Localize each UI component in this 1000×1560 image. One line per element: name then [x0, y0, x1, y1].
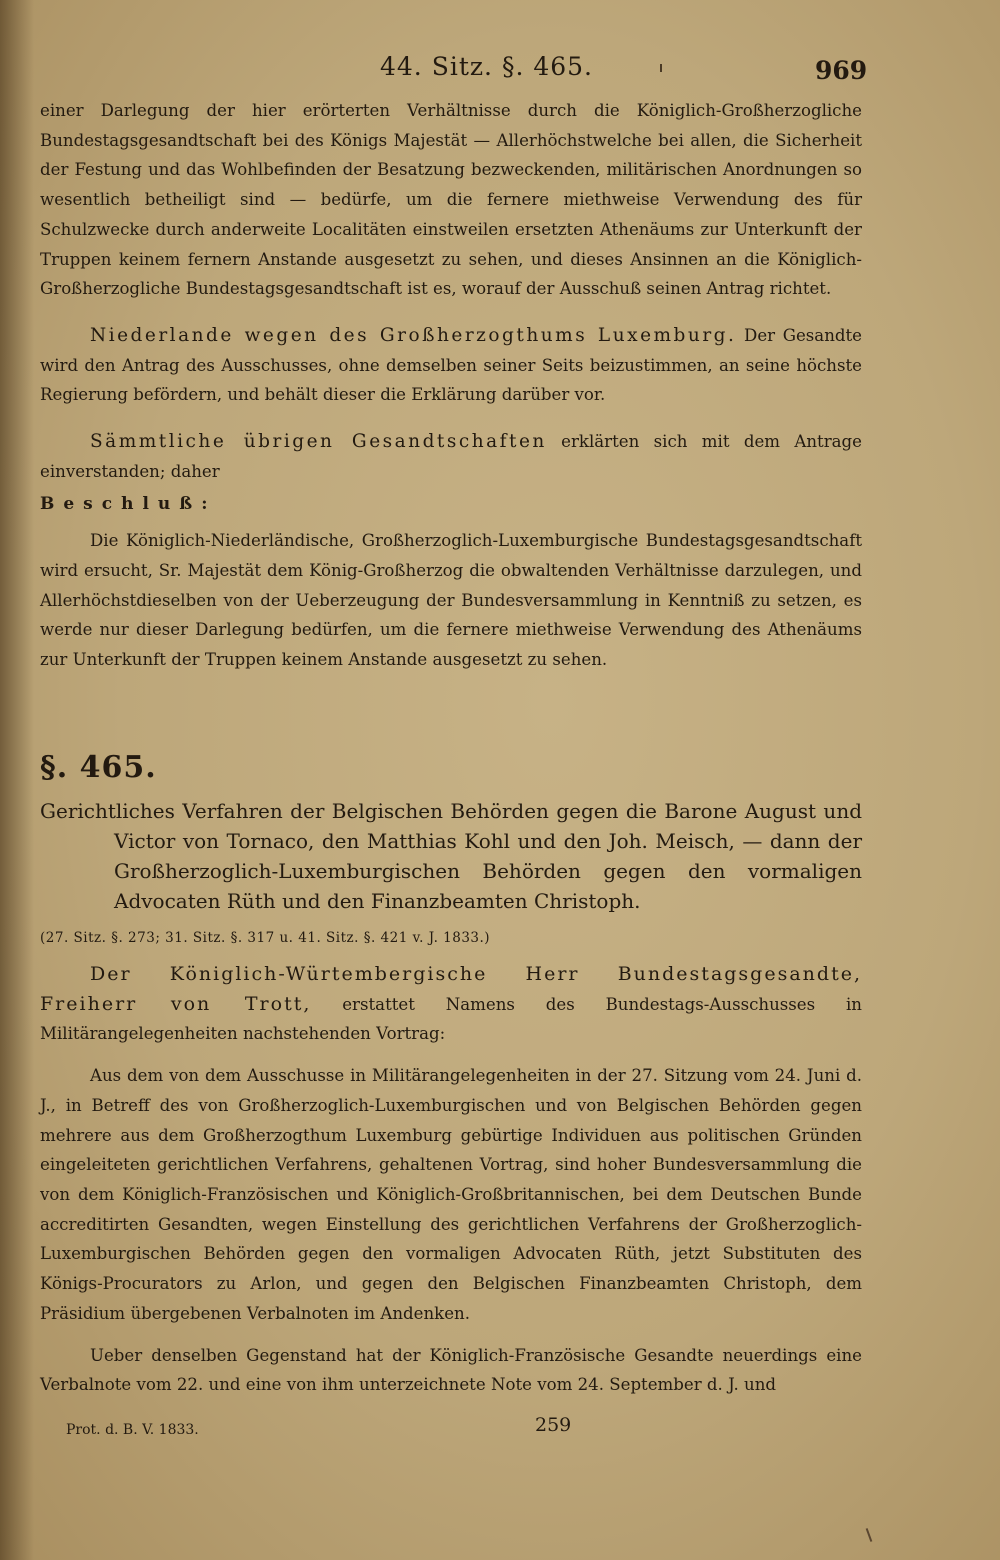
delegation-name: Sämmtliche übrigen Gesandtschaften	[90, 431, 547, 453]
paragraph-continuation: einer Darlegung der hier erörterten Verhältnisse durch die Königlich-Großherzogliche Bundestagsgesandtschaft bei des Königs Majestät — Allerhöchstwelche bei allen, die Sicherheit der Festung und das Wohlbefinden der Besatzung bezweckenden, militärischen Anordnungen so wesentlich betheiligt sind — bedürfe, um die fernere miethweise Verwendung des für Schulzwecke durch anderweite Localitäten einstweilen ersetzten Athenäums zur Unterkunft der Truppen keinem fernern Anstande ausgesetzt zu sehen, und dieses Ansinnen an die Königlich-Großherzogliche Bundestagsgesandtschaft ist es, worauf der Ausschuß seinen Antrag richtet.	[40, 101, 862, 299]
paragraph-report-continued: Ueber denselben Gegenstand hat der Königlich-Französische Gesandte neuerdings eine Verbalnote vom 22. und eine von ihm unterzeichnete Note vom 24. September d. J. und	[40, 1345, 862, 1395]
delegation-name: Niederlande wegen des Großherzogthums Luxemburg.	[90, 324, 737, 346]
paragraph-report: Aus dem von dem Ausschusse in Militärangelegenheiten in der 27. Sitzung vom 24. Juni d. J., in Betreff des von Großherzoglich-Luxemburgischen und von Belgischen Behörden gegen mehrere aus dem Großherzogthum Luxemburg gebürtige Individuen aus politischen Gründen eingeleiteten gerichtlichen Verfahrens, gehaltenen Vortrag, sind hoher Bundesversammlung die von dem Königlich-Französischen und Königlich-Großbritannischen, bei dem Deutschen Bunde accreditirten Gesandten, wegen Einstellung des gerichtlichen Verfahrens der Großherzoglich-Luxemburgischen Behörden gegen den vormaligen Advocaten Rüth, jetzt Substituten des Königs-Procurators zu Arlon, und gegen den Belgischen Finanzbeamten Christoph, dem Präsidium übergebenen Verbalnoten im Andenken.	[40, 1066, 862, 1323]
paragraph-speaker	[40, 960, 862, 1049]
resolution-text: Die Königlich-Niederländische, Großherzoglich-Luxemburgische Bundestagsgesandtschaft wird ersucht, Sr. Majestät dem König-Großherzog die obwaltenden Verhältnisse darzulegen, und Allerhöchstdieselben von der Ueberzeugung der Bundesversammlung in Kenntniß zu setzen, es werde nur dieser Darlegung bedürfen, um die fernere miethweise Verwendung des Athenäums zur Unterkunft der Truppen keinem Anstande ausgesetzt zu sehen.	[40, 531, 862, 669]
sheet-number: 259	[535, 1414, 572, 1436]
section-number: §. 465.	[40, 749, 157, 785]
page-footer	[0, 1414, 1000, 1444]
print-mark	[660, 64, 662, 72]
vote-text: erklärten sich mit dem Antrage einverstanden; daher	[40, 432, 862, 481]
footer-signature: Prot. d. B. V. 1833.	[66, 1422, 199, 1438]
section-title: Gerichtliches Verfahren der Belgischen Behörden gegen die Barone August und Victor von Tornaco, den Matthias Kohl und den Joh. Meisch, — dann der Großherzoglich-Luxemburgischen Behörden gegen den vormaligen Advocaten Rüth und den Finanzbeamten Christoph.	[40, 799, 862, 914]
section-references: (27. Sitz. §. 273; 31. Sitz. §. 317 u. 41. Sitz. §. 421 v. J. 1833.)	[40, 930, 491, 947]
pencil-mark	[866, 1528, 873, 1542]
vote-text: Der Gesandte wird den Antrag des Ausschusses, ohne demselben seiner Seits beizustimmen, an seine höchste Regierung befördern, und behält dieser die Erklärung darüber vor.	[40, 325, 863, 405]
running-head: 44. Sitz. §. 465.	[380, 52, 593, 81]
resolution-heading: Beschluß:	[40, 494, 217, 515]
speaker-text: erstattet Namens des Bundestags-Ausschusses in Militärangelegenheiten nachstehenden Vortrag:	[40, 994, 862, 1044]
speaker-name: Der Königlich-Würtembergische Herr Bundestagsgesandte, Freiherr von Trott,	[40, 963, 862, 1015]
page-gutter-shadow	[0, 0, 34, 1560]
page-header	[0, 52, 1000, 92]
paragraph-other-delegations	[40, 427, 862, 486]
page-number: 969	[815, 56, 868, 85]
page-body	[40, 96, 862, 1400]
paragraph-netherlands-vote	[40, 321, 862, 410]
